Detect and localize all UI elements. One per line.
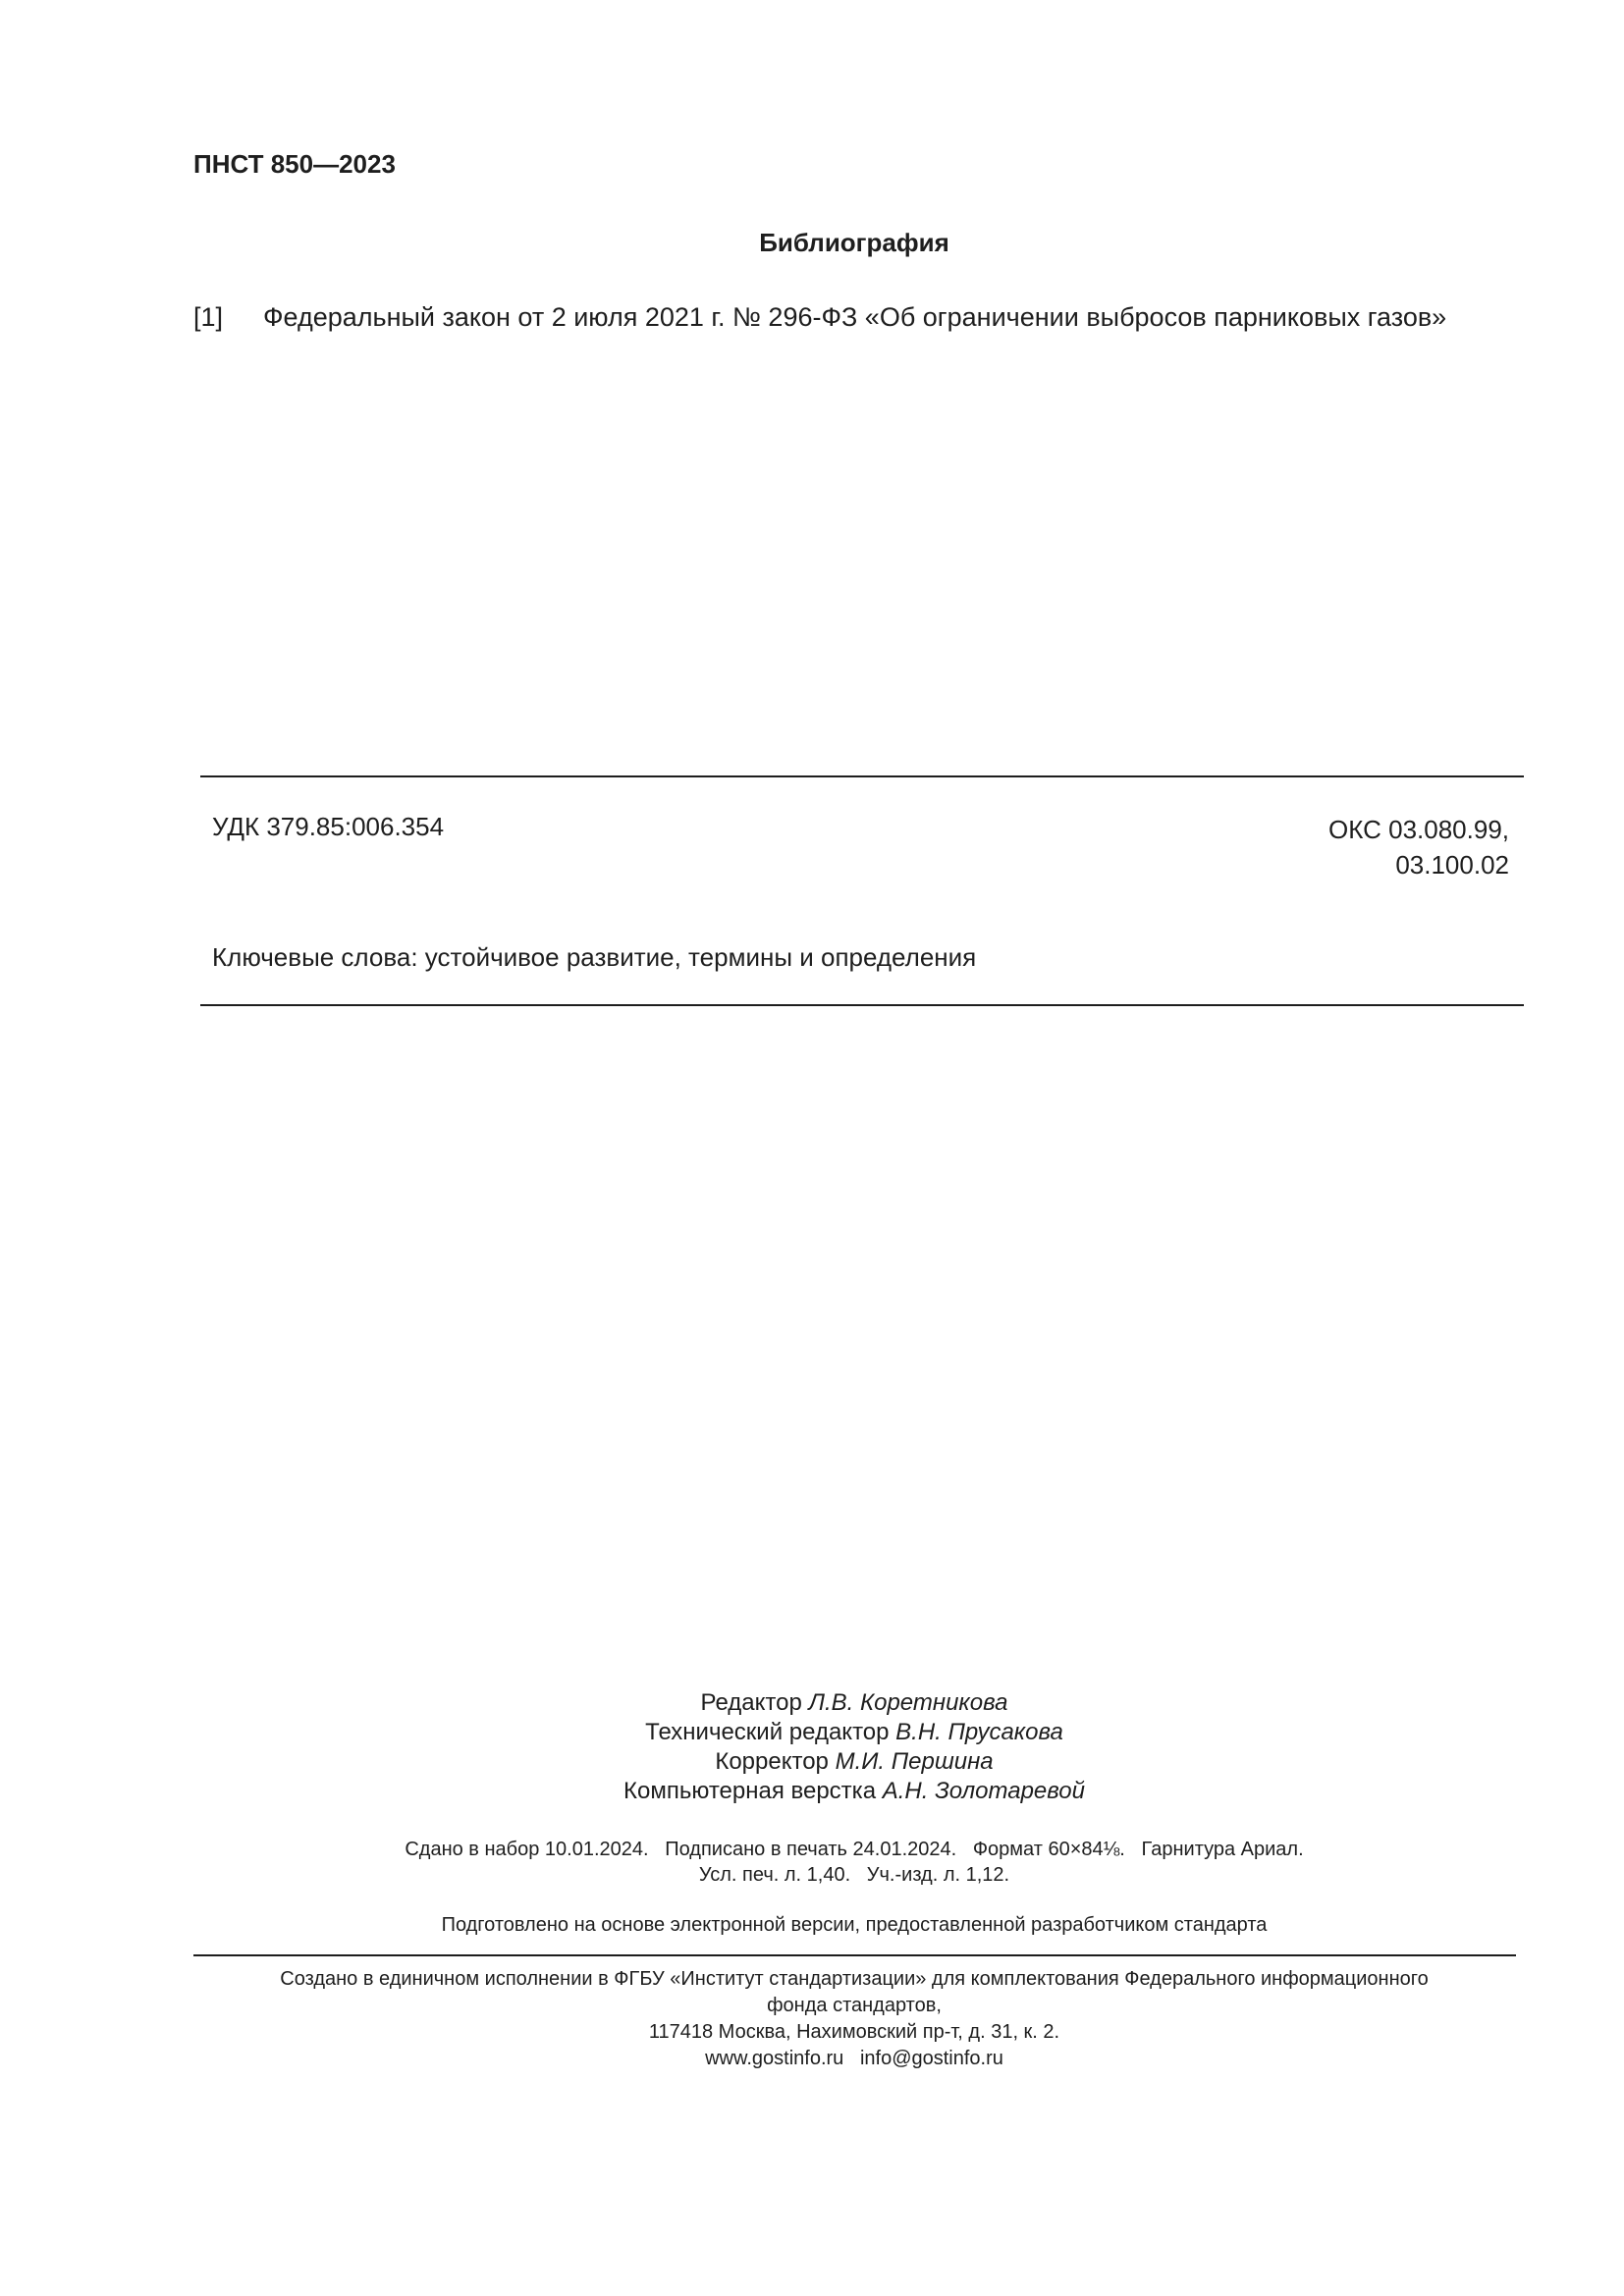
print-info-line-2: Усл. печ. л. 1,40. Уч.-изд. л. 1,12. [698, 1864, 1010, 1886]
keywords: Ключевые слова: устойчивое развитие, термины и определения [212, 942, 977, 972]
footer-address: 117418 Москва, Нахимовский пр-т, д. 31, к. 2. [648, 2021, 1060, 2043]
print-info [0, 1837, 1624, 1888]
credit-editor [0, 1688, 1624, 1718]
divider-middle [200, 1004, 1524, 1006]
credit-tech-editor [0, 1718, 1624, 1747]
reference-number: [1] [193, 302, 224, 332]
credits-block [0, 1688, 1624, 1806]
footer-line-2: фонда стандартов, [767, 1995, 942, 2016]
credit-label: Корректор [715, 1748, 829, 1775]
udk-code: УДК 379.85:006.354 [212, 812, 445, 841]
credit-label: Технический редактор [645, 1719, 890, 1745]
print-info-line-1: Сдано в набор 10.01.2024. Подписано в печать 24.01.2024. Формат 60×84⅛. Гарнитура Ариал. [405, 1839, 1304, 1860]
credit-name: В.Н. Прусакова [895, 1719, 1063, 1745]
credit-label: Компьютерная верстка [623, 1778, 877, 1804]
divider-bottom [193, 1954, 1516, 1956]
credit-label: Редактор [700, 1689, 802, 1716]
publisher-footer [0, 1966, 1624, 2072]
footer-line-1: Создано в единичном исполнении в ФГБУ «Институт стандартизации» для комплектования Федерального информационного [280, 1968, 1429, 1990]
credit-corrector [0, 1747, 1624, 1777]
footer-contacts: www.gostinfo.ru info@gostinfo.ru [705, 2048, 1003, 2069]
credit-name: Л.В. Коретникова [808, 1689, 1008, 1716]
bibliography-title: Библиография [759, 228, 949, 257]
credit-layout [0, 1777, 1624, 1806]
credit-name: А.Н. Золотаревой [882, 1778, 1085, 1804]
credit-name: М.И. Першина [835, 1748, 994, 1775]
document-code: ПНСТ 850—2023 [193, 149, 396, 179]
oks-code: ОКС 03.080.99, 03.100.02 [1328, 815, 1509, 880]
reference-text: Федеральный закон от 2 июля 2021 г. № 296-ФЗ «Об ограничении выбросов парниковых газов» [263, 302, 1447, 332]
prepared-note: Подготовлено на основе электронной версии, предоставленной разработчиком стандарта [441, 1914, 1268, 1936]
divider-top [200, 775, 1524, 777]
